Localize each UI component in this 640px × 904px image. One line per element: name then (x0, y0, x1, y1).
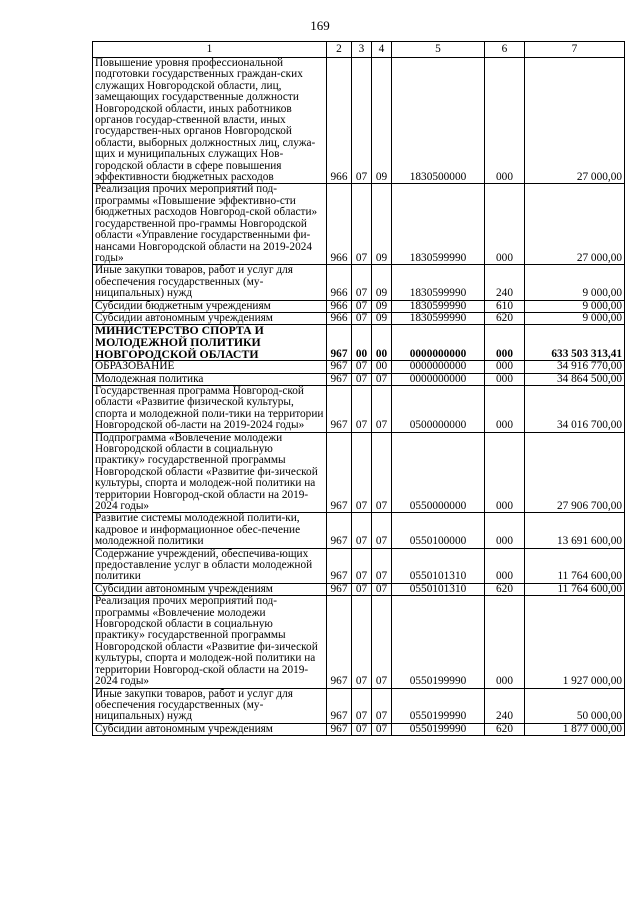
budget-table (92, 41, 625, 736)
table-row (93, 325, 625, 361)
row-section-code: 07 (352, 361, 372, 373)
table-row (93, 300, 625, 312)
row-target-article: 0550101310 (392, 548, 485, 583)
row-grbs-code: 966 (327, 300, 352, 312)
row-section-code: 07 (352, 300, 372, 312)
row-subsection-code: 07 (372, 596, 392, 688)
row-name: Подпрограмма «Вовлечение молодежи Новгородской области в социальную практику» государственной программы Новгородской области «Развитие фи-зической культуры, спорта и молодеж-ной политики на территории Новгород-ской области на 2019-2024 годы» (93, 432, 327, 513)
row-expense-type: 000 (485, 325, 525, 361)
row-subsection-code: 07 (372, 432, 392, 513)
table-row (93, 432, 625, 513)
row-amount: 1 877 000,00 (525, 723, 625, 735)
row-section-code: 07 (352, 513, 372, 548)
row-expense-type: 000 (485, 184, 525, 265)
row-name: Повышение уровня профессиональной подготовки государственных граждан-ских служащих Новгородской области, лиц, замещающих государственные должности Новгородской области, иных работников органов государ-ственной власти, иных государствен-ных органов Новгородской области, выборных должностных лиц, служа-щих и муниципальных служащих Нов-городской области в сфере повышения эффективности бюджетных расходов (93, 58, 327, 184)
row-subsection-code: 07 (372, 385, 392, 432)
row-name: Субсидии бюджетным учреждениям (93, 300, 327, 312)
row-section-code: 07 (352, 373, 372, 385)
row-amount: 27 000,00 (525, 58, 625, 184)
row-name: ОБРАЗОВАНИЕ (93, 361, 327, 373)
table-row (93, 361, 625, 373)
row-grbs-code: 966 (327, 184, 352, 265)
row-target-article: 1830599990 (392, 184, 485, 265)
row-target-article: 0550101310 (392, 583, 485, 595)
row-name: Государственная программа Новгород-ской области «Развитие физической культуры, спорта и молодежной поли-тики на территории Новгородской об-ласти на 2019-2024 годы» (93, 385, 327, 432)
row-target-article: 0000000000 (392, 325, 485, 361)
row-name: Субсидии автономным учреждениям (93, 583, 327, 595)
row-subsection-code: 09 (372, 58, 392, 184)
row-target-article: 1830500000 (392, 58, 485, 184)
row-target-article: 0550100000 (392, 513, 485, 548)
row-amount: 9 000,00 (525, 312, 625, 324)
page-number: 169 (310, 18, 330, 33)
row-amount: 50 000,00 (525, 688, 625, 723)
row-name: Субсидии автономным учреждениям (93, 312, 327, 324)
row-name: Иные закупки товаров, работ и услуг для обеспечения государственных (му-ниципальных) нужд (93, 688, 327, 723)
header-col-3: 3 (352, 42, 372, 58)
row-expense-type: 240 (485, 688, 525, 723)
row-expense-type: 000 (485, 361, 525, 373)
header-col-7: 7 (525, 42, 625, 58)
row-expense-type: 000 (485, 548, 525, 583)
row-target-article: 1830599990 (392, 265, 485, 300)
row-section-code: 07 (352, 184, 372, 265)
row-amount: 1 927 000,00 (525, 596, 625, 688)
row-amount: 34 864 500,00 (525, 373, 625, 385)
row-expense-type: 000 (485, 432, 525, 513)
row-subsection-code: 09 (372, 184, 392, 265)
row-target-article: 0550000000 (392, 432, 485, 513)
row-target-article: 1830599990 (392, 300, 485, 312)
table-row (93, 513, 625, 548)
row-target-article: 0000000000 (392, 373, 485, 385)
row-name: Иные закупки товаров, работ и услуг для обеспечения государственных (му-ниципальных) нужд (93, 265, 327, 300)
row-expense-type: 000 (485, 513, 525, 548)
row-grbs-code: 966 (327, 58, 352, 184)
row-section-code: 07 (352, 265, 372, 300)
row-subsection-code: 00 (372, 325, 392, 361)
row-subsection-code: 07 (372, 583, 392, 595)
row-name: Молодежная политика (93, 373, 327, 385)
row-grbs-code: 967 (327, 596, 352, 688)
row-amount: 13 691 600,00 (525, 513, 625, 548)
row-expense-type: 000 (485, 373, 525, 385)
row-grbs-code: 967 (327, 583, 352, 595)
table-row (93, 265, 625, 300)
row-name: Реализация прочих мероприятий под-программы «Повышение эффективно-сти бюджетных расходов Новгород-ской области» государственной про-граммы Новгородской области «Управление государственными фи-нансами Новгородской области на 2019-2024 годы» (93, 184, 327, 265)
row-section-code: 07 (352, 312, 372, 324)
table-row (93, 58, 625, 184)
row-amount: 9 000,00 (525, 300, 625, 312)
row-grbs-code: 967 (327, 373, 352, 385)
row-subsection-code: 09 (372, 300, 392, 312)
table-row (93, 548, 625, 583)
row-amount: 34 916 770,00 (525, 361, 625, 373)
row-section-code: 07 (352, 596, 372, 688)
row-target-article: 0000000000 (392, 361, 485, 373)
row-section-code: 07 (352, 723, 372, 735)
row-amount: 27 906 700,00 (525, 432, 625, 513)
row-name: Развитие системы молодежной полити-ки, кадровое и информационное обес-печение молодежной политики (93, 513, 327, 548)
row-section-code: 07 (352, 58, 372, 184)
header-row (93, 42, 625, 58)
row-name: Субсидии автономным учреждениям (93, 723, 327, 735)
table-row (93, 583, 625, 595)
row-amount: 27 000,00 (525, 184, 625, 265)
row-subsection-code: 00 (372, 361, 392, 373)
table-row (93, 184, 625, 265)
row-expense-type: 000 (485, 385, 525, 432)
row-name: Содержание учреждений, обеспечива-ющих предоставление услуг в области молодежной политики (93, 548, 327, 583)
row-subsection-code: 07 (372, 548, 392, 583)
row-expense-type: 620 (485, 312, 525, 324)
table-row (93, 596, 625, 688)
header-col-1: 1 (93, 42, 327, 58)
row-amount: 11 764 600,00 (525, 548, 625, 583)
header-col-5: 5 (392, 42, 485, 58)
row-section-code: 07 (352, 688, 372, 723)
table-row (93, 723, 625, 735)
header-col-2: 2 (327, 42, 352, 58)
row-amount: 34 016 700,00 (525, 385, 625, 432)
row-section-code: 07 (352, 548, 372, 583)
row-name: Реализация прочих мероприятий под-программы «Вовлечение молодежи Новгородской области в социальную практику» государственной программы Новгородской области «Развитие фи-зической культуры, спорта и молодеж-ной политики на территории Новгород-ской области на 2019-2024 годы» (93, 596, 327, 688)
row-section-code: 07 (352, 583, 372, 595)
row-target-article: 0550199990 (392, 688, 485, 723)
row-grbs-code: 966 (327, 265, 352, 300)
row-name: МИНИСТЕРСТВО СПОРТА И МОЛОДЕЖНОЙ ПОЛИТИКИ НОВГОРОДСКОЙ ОБЛАСТИ (93, 325, 327, 361)
row-grbs-code: 967 (327, 385, 352, 432)
row-subsection-code: 07 (372, 513, 392, 548)
row-target-article: 0500000000 (392, 385, 485, 432)
row-target-article: 0550199990 (392, 723, 485, 735)
row-expense-type: 240 (485, 265, 525, 300)
row-grbs-code: 967 (327, 325, 352, 361)
row-subsection-code: 09 (372, 265, 392, 300)
table-row (93, 373, 625, 385)
row-expense-type: 000 (485, 596, 525, 688)
row-amount: 633 503 313,41 (525, 325, 625, 361)
row-grbs-code: 966 (327, 312, 352, 324)
row-section-code: 07 (352, 432, 372, 513)
row-subsection-code: 07 (372, 688, 392, 723)
row-target-article: 0550199990 (392, 596, 485, 688)
row-expense-type: 620 (485, 723, 525, 735)
row-grbs-code: 967 (327, 723, 352, 735)
row-amount: 9 000,00 (525, 265, 625, 300)
header-col-6: 6 (485, 42, 525, 58)
table-row (93, 688, 625, 723)
table-row (93, 385, 625, 432)
row-section-code: 07 (352, 385, 372, 432)
row-section-code: 00 (352, 325, 372, 361)
row-grbs-code: 967 (327, 548, 352, 583)
row-expense-type: 000 (485, 58, 525, 184)
row-grbs-code: 967 (327, 688, 352, 723)
row-subsection-code: 07 (372, 723, 392, 735)
header-col-4: 4 (372, 42, 392, 58)
row-expense-type: 620 (485, 583, 525, 595)
row-grbs-code: 967 (327, 432, 352, 513)
row-expense-type: 610 (485, 300, 525, 312)
row-target-article: 1830599990 (392, 312, 485, 324)
row-subsection-code: 09 (372, 312, 392, 324)
row-amount: 11 764 600,00 (525, 583, 625, 595)
row-grbs-code: 967 (327, 513, 352, 548)
row-grbs-code: 967 (327, 361, 352, 373)
row-subsection-code: 07 (372, 373, 392, 385)
